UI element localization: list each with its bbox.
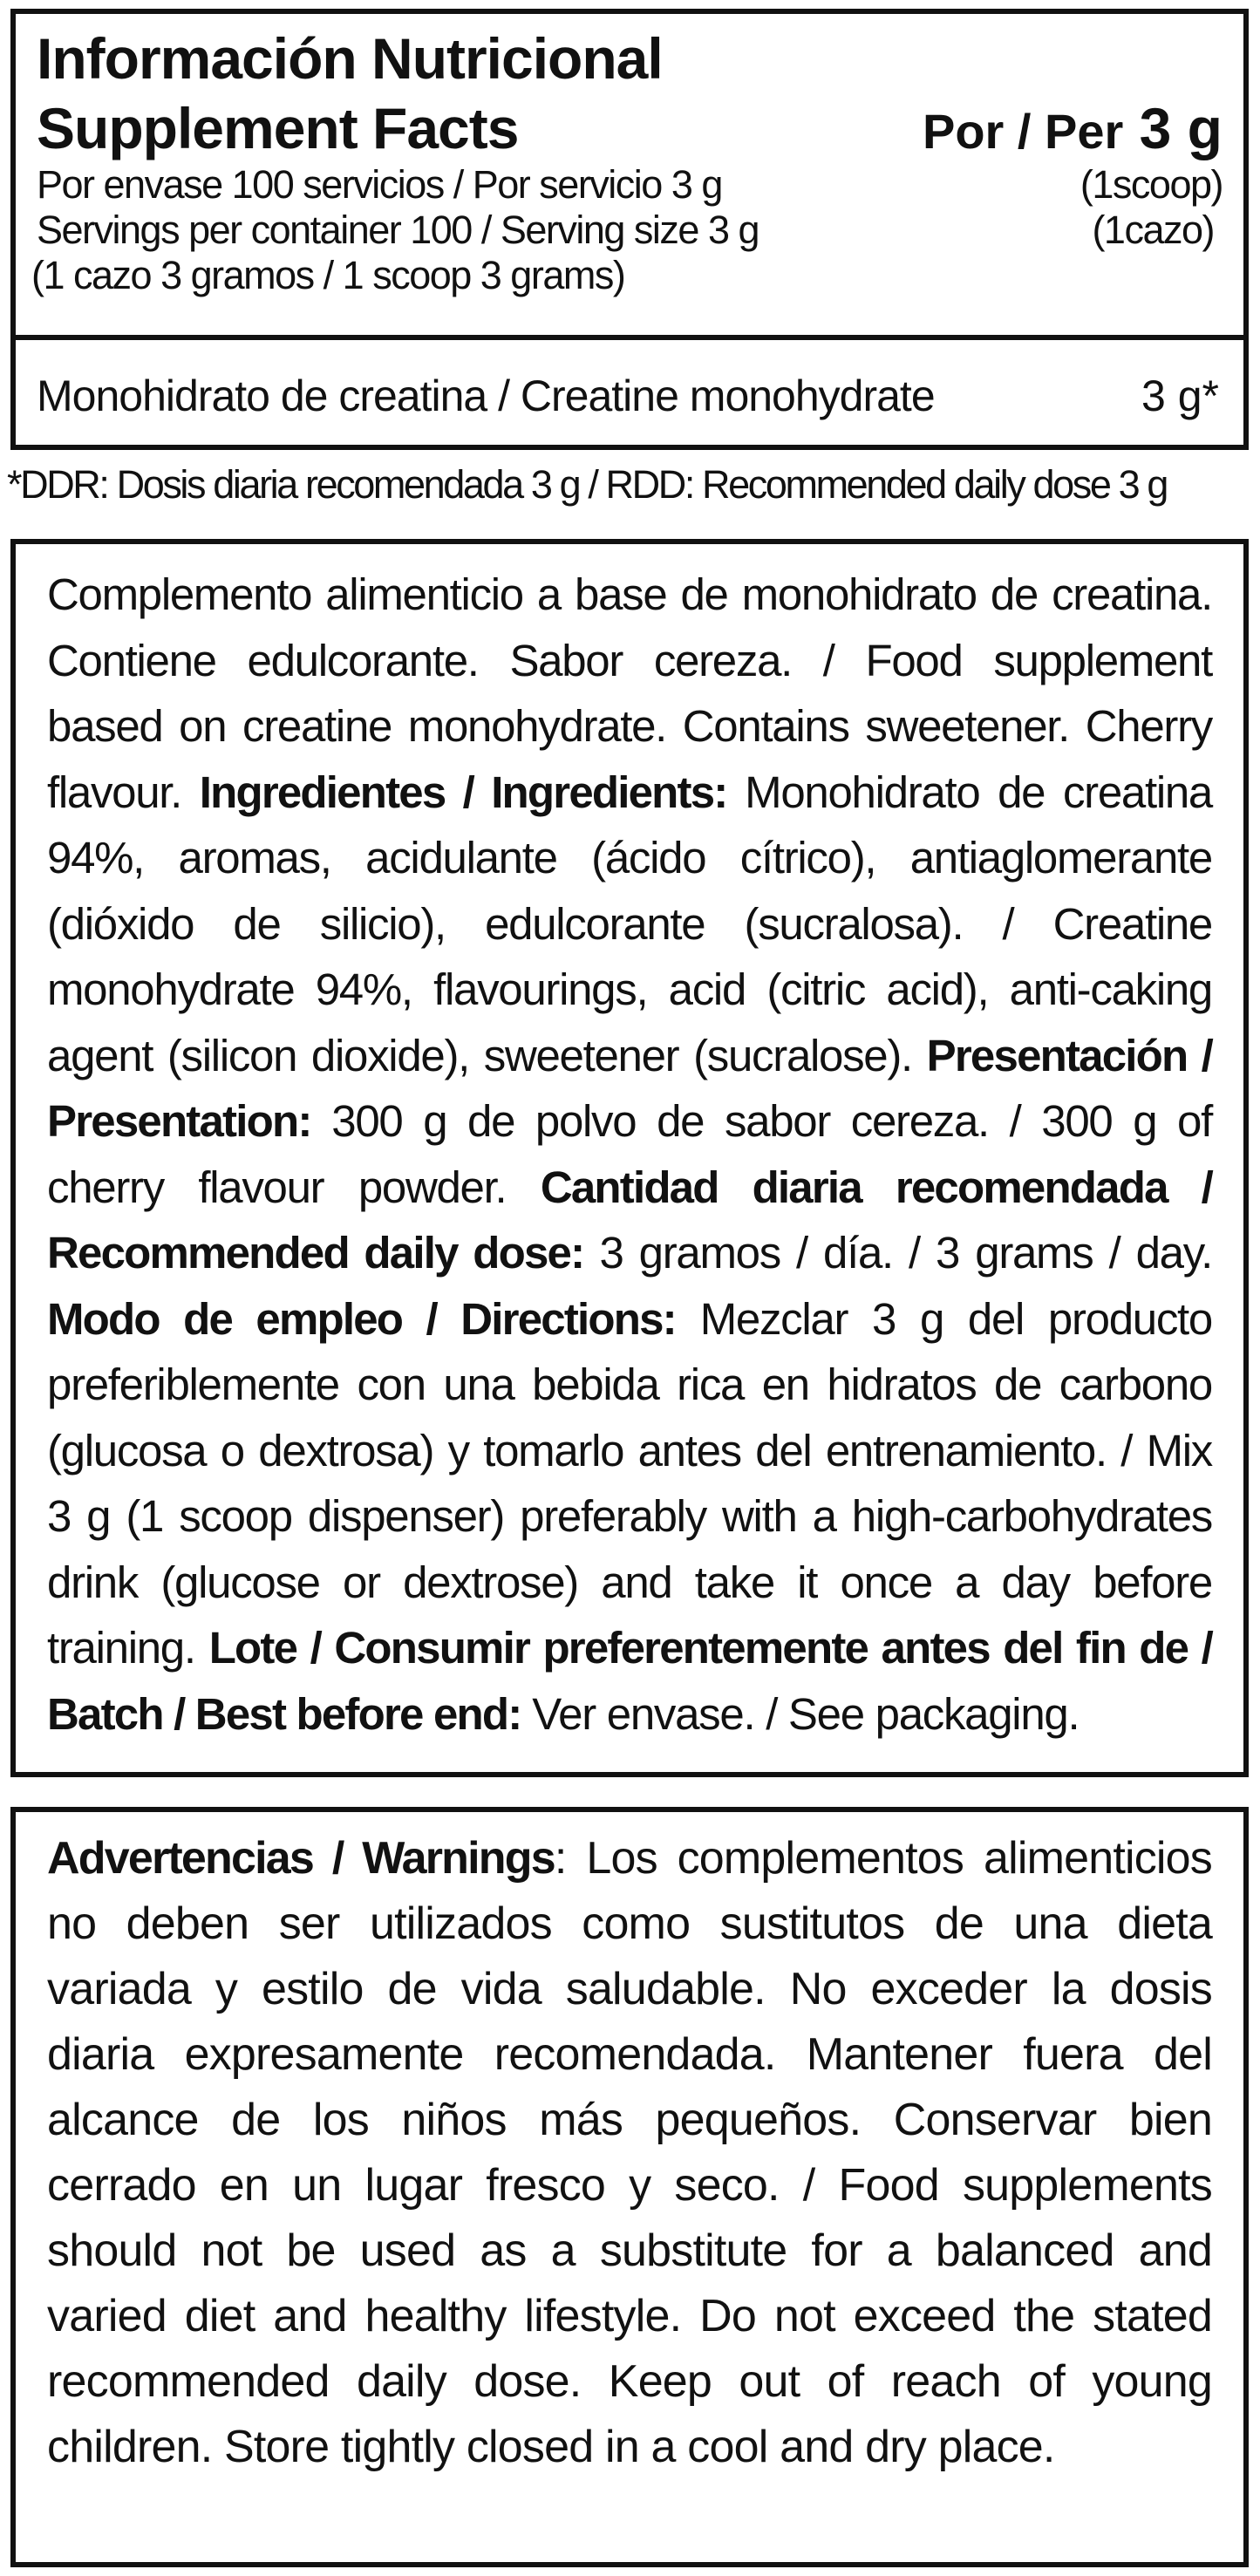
warnings-panel (10, 1807, 1249, 2567)
per-amount: 3 g (1139, 96, 1223, 160)
presentation-text: 300 g de polvo de sabor cereza. / 300 g of cherry flavour powder. (47, 1096, 1212, 1212)
batch-text: Ver envase. / See packaging. (521, 1688, 1080, 1739)
facts-divider (16, 335, 1243, 340)
directions-label: Modo de empleo / Directions: (47, 1293, 676, 1344)
warnings-label: Advertencias / Warnings (47, 1833, 555, 1884)
warnings-body: : Los complementos alimenticios no deben ser utilizados como sustitutos de una dieta variada y estilo de vida saludable. No exceder la dosis diaria expresamente recomendada. Mantener fuera del alcance de los niños más pequeños. Conservar bien cerrado en un lugar fresco y seco. / Food supplements should not be used as a substitute for a balanced and varied diet and healthy lifestyle. Do not exceed the stated recommended daily dose. Keep out of reach of young children. Store tightly closed in a cool and dry place. (47, 1833, 1213, 2472)
warnings-text (47, 1826, 1212, 2480)
facts-title-en: Supplement Facts (37, 96, 519, 160)
description-panel (10, 539, 1249, 1777)
serving-note-scoop: (1scoop) (1080, 162, 1223, 207)
ingredients-text: Monohidrato de creatina 94%, aromas, acidulante (ácido cítrico), antiaglomerante (dióxido de silicio), edulcorante (sucralosa). / Creatine monohydrate 94%, flavourings, acid (citric acid), anti-caking agent (silicon dioxide), sweetener (sucralose). (47, 767, 1212, 1080)
batch-label: Lote / Consumir preferentemente antes del fin de / Batch / Best before end: (47, 1623, 1213, 1739)
ddr-footnote: *DDR: Dosis diaria recomendada 3 g / RDD: Recommended daily dose 3 g (7, 462, 1167, 507)
presentation-label: Presentación / Presentation: (47, 1030, 1212, 1146)
supplement-facts-panel (10, 9, 1249, 450)
scoop-equivalence: (1 cazo 3 gramos / 1 scoop 3 grams) (31, 253, 625, 297)
per-serving-header (923, 96, 1223, 164)
ingredients-label: Ingredientes / Ingredients: (199, 767, 727, 817)
per-label: Por / Per (922, 104, 1124, 159)
directions-text: Mezclar 3 g del producto preferiblemente con una bebida rica en hidratos de carbono (glucosa o dextrosa) y tomarlo antes del entrenamiento. / Mix 3 g (1 scoop dispenser) preferably with a high-carbohydrates drink (glucose or dextrose) and take it once a day before training. (47, 1293, 1212, 1673)
serving-note-cazo: (1cazo) (1092, 208, 1214, 252)
servings-line-es: Por envase 100 servicios / Por servicio 3 g (37, 162, 722, 207)
description-intro: Complemento alimenticio a base de monohidrato de creatina. Contiene edulcorante. Sabor cereza. / Food supplement based on creatine monohydrate. Contains sweetener. Cherry flavour. (47, 569, 1212, 817)
daily-dose-label: Cantidad diaria recomendada / Recommended daily dose: (47, 1162, 1212, 1278)
ingredient-amount: 3 g* (1141, 371, 1219, 420)
servings-line-en: Servings per container 100 / Serving size 3 g (37, 208, 759, 252)
ingredient-name: Monohidrato de creatina / Creatine monohydrate (37, 371, 935, 420)
description-text (47, 562, 1212, 1747)
facts-title-es: Información Nutricional (37, 26, 663, 91)
daily-dose-text: 3 gramos / día. / 3 grams / day. (583, 1228, 1212, 1278)
